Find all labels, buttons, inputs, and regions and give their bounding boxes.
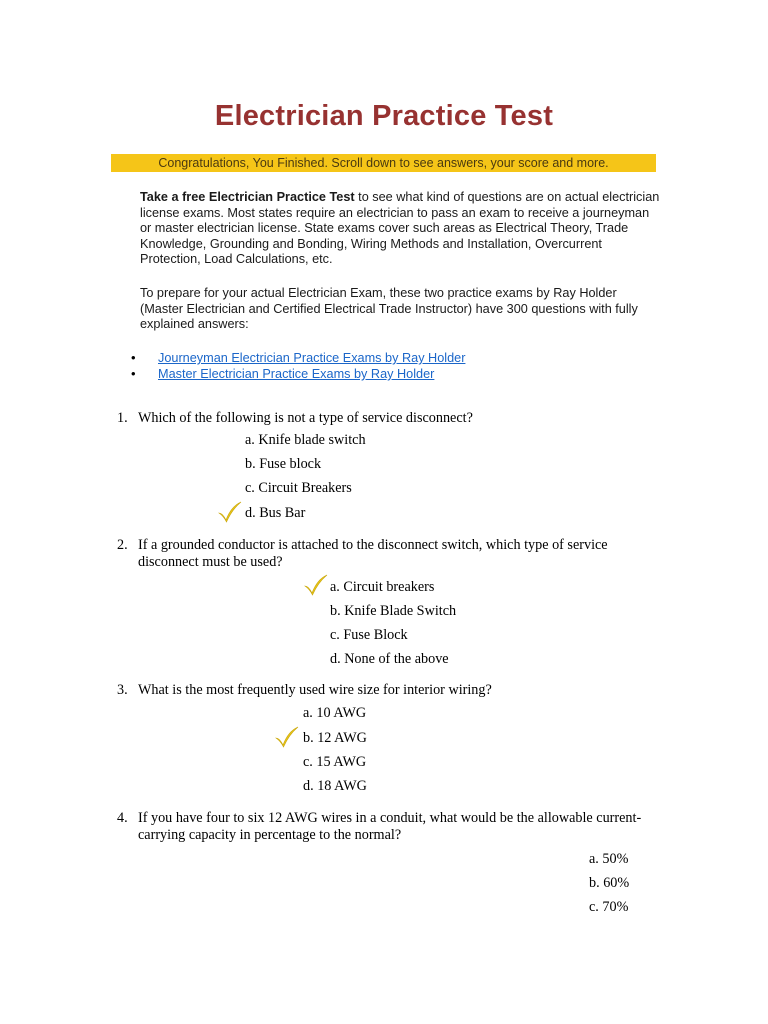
q4-option-b[interactable]: b. 60% (589, 875, 630, 891)
question-text: If a grounded conductor is attached to the disconnect switch, which type of service disconnect must be used? (138, 537, 608, 570)
master-exams-link[interactable]: Master Electrician Practice Exams by Ray Holder (158, 367, 435, 381)
q1-option-d[interactable]: d. Bus Bar (245, 505, 306, 521)
checkmark-icon (303, 573, 329, 597)
q1-option-c[interactable]: c. Circuit Breakers (245, 480, 352, 496)
q3-option-b[interactable]: b. 12 AWG (303, 730, 367, 746)
completion-banner: Congratulations, You Finished. Scroll down to see answers, your score and more. (111, 154, 656, 172)
list-item (130, 350, 465, 366)
exam-links-list (130, 350, 465, 382)
question-text: Which of the following is not a type of service disconnect? (138, 410, 473, 426)
q2-option-b[interactable]: b. Knife Blade Switch (330, 603, 457, 619)
checkmark-icon (217, 500, 243, 524)
q1-option-a[interactable]: a. Knife blade switch (245, 432, 366, 448)
question-number: 3. (117, 682, 128, 698)
q3-option-a[interactable]: a. 10 AWG (303, 705, 367, 721)
intro-bold-text: Take a free Electrician Practice Test (140, 190, 355, 204)
q2-option-d[interactable]: d. None of the above (330, 651, 449, 667)
journeyman-exams-link[interactable]: Journeyman Electrician Practice Exams by Ray Holder (158, 351, 466, 365)
q3-option-d[interactable]: d. 18 AWG (303, 778, 367, 794)
q1-option-b[interactable]: b. Fuse block (245, 456, 322, 472)
q2-option-c[interactable]: c. Fuse Block (330, 627, 408, 643)
bullet: • (131, 350, 136, 365)
page-title: Electrician Practice Test (214, 100, 554, 132)
question-number: 1. (117, 410, 128, 426)
checkmark-icon (274, 725, 300, 749)
q2-option-a[interactable]: a. Circuit breakers (330, 579, 435, 595)
question-text: If you have four to six 12 AWG wires in a conduit, what would be the allowable current-carrying capacity in percentage to the normal? (138, 810, 642, 843)
q4-option-c[interactable]: c. 70% (589, 899, 629, 915)
prepare-paragraph: To prepare for your actual Electrician Exam, these two practice exams by Ray Holder (Master Electrician and Certified Electrical Trade Instructor) have 300 questions with fully explained answers: (140, 286, 638, 332)
q4-option-a[interactable]: a. 50% (589, 851, 629, 867)
question-number: 4. (117, 810, 128, 826)
list-item (130, 366, 465, 382)
intro-paragraph (140, 190, 660, 268)
bullet: • (131, 366, 136, 381)
question-text: What is the most frequently used wire size for interior wiring? (138, 682, 492, 698)
question-number: 2. (117, 537, 128, 553)
intro-text: to see what kind of questions are on actual electrician license exams. Most states require an electrician to pass an exam to receive a journeyman or master electrician license. State exams cover such areas as Electrical Theory, Trade Knowledge, Grounding and Bonding, Wiring Methods and Installation, Overcurrent Protection, Load Calculations, etc. (140, 190, 660, 267)
q3-option-c[interactable]: c. 15 AWG (303, 754, 367, 770)
